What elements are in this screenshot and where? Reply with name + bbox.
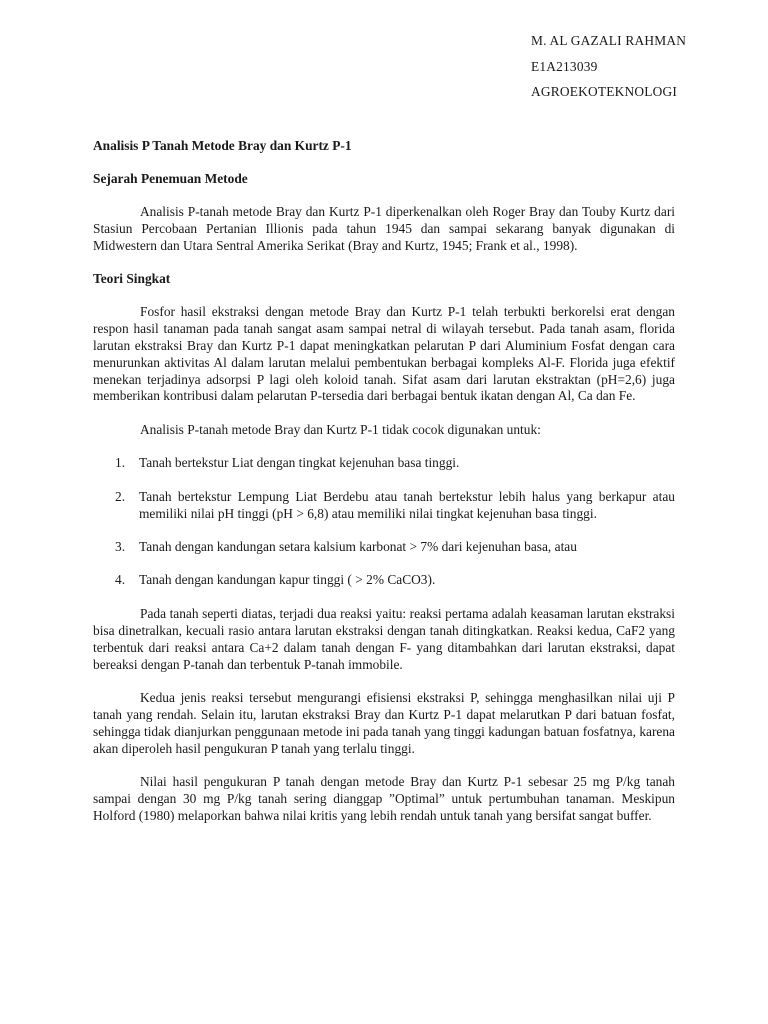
section-heading-history: Sejarah Penemuan Metode xyxy=(93,170,248,186)
paragraph-reactions: Pada tanah seperti diatas, terjadi dua reaksi yaitu: reaksi pertama adalah keasaman larutan ekstraksi bisa dinetralkan, kecuali rasio antara larutan ekstraksi dengan tanah ditingkatkan. Reaksi kedua, CaF2 yang terbentuk dari reaksi antara Ca+2 dalam tanah dengan F- yang ditambahkan dari larutan ekstraksi, dapat bereaksi dengan P-tanah dan terbentuk P-tanah immobile. xyxy=(93,605,675,672)
section-heading-theory: Teori Singkat xyxy=(93,271,171,287)
document-body xyxy=(93,138,675,841)
list-item-number: 1. xyxy=(115,455,126,471)
document-title: Analisis P Tanah Metode Bray dan Kurtz P-1 xyxy=(93,138,352,153)
author-block xyxy=(531,28,686,105)
list-item-text: Tanah dengan kandungan setara kalsium karbonat > 7% dari kejenuhan basa, atau xyxy=(139,539,577,554)
list-item-number: 3. xyxy=(115,539,126,554)
paragraph-efficiency: Kedua jenis reaksi tersebut mengurangi efisiensi ekstraksi P, sehingga menghasilkan nilai uji P tanah yang rendah. Selain itu, larutan ekstraksi Bray dan Kurtz P-1 dapat melarutkan P dari batuan fosfat, sehingga tidak dianjurkan penggunaan metode ini pada tanah yang tinggi kadungan batuan fosfatnya, karena akan diperoleh hasil pengukuran P tanah yang terlalu tinggi. xyxy=(93,689,675,756)
paragraph-history: Analisis P-tanah metode Bray dan Kurtz P-1 diperkenalkan oleh Roger Bray dan Touby Kurtz dari Stasiun Percobaan Pertanian Illionis pada tahun 1945 dan sampai sekarang banyak digunakan di Midwestern dan Utara Sentral Amerika Serikat (Bray and Kurtz, 1945; Frank et al., 1998). xyxy=(93,203,675,253)
list-item xyxy=(93,539,675,556)
author-program: AGROEKOTEKNOLOGI xyxy=(531,84,678,99)
list-item-text: Tanah bertekstur Lempung Liat Berdebu atau tanah bertekstur lebih halus yang berkapur atau memiliki nilai pH tinggi (pH > 6,8) atau memiliki nilai tingkat kejenuhan basa tinggi. xyxy=(139,488,675,521)
paragraph-theory: Fosfor hasil ekstraksi dengan metode Bray dan Kurtz P-1 telah terbukti berkorelsi erat dengan respon hasil tanaman pada tanah sangat asam sampai netral di wilayah tersebut. Pada tanah asam, florida larutan ekstraksi Bray dan Kurtz P-1 dapat meningkatkan pelarutan P dari Aluminium Fosfat dengan cara menurunkan aktivitas Al dalam larutan melalui pembentukan berbagai kompleks Al-F. Florida juga efektif menekan terjadinya adsorpsi P lagi oleh koloid tanah. Sifat asam dari larutan ekstraktan (pH=2,6) juga memberikan kontribusi dalam pelarutan P-tersedia dari berbagai bentuk ikatan dengan Al, Ca dan Fe. xyxy=(93,303,675,404)
list-item-number: 2. xyxy=(115,488,126,504)
list-item xyxy=(93,489,675,523)
not-suitable-list xyxy=(93,455,675,589)
list-item xyxy=(93,455,675,472)
author-name: M. AL GAZALI RAHMAN xyxy=(531,33,687,48)
list-item-number: 4. xyxy=(115,572,126,588)
list-item-text: Tanah bertekstur Liat dengan tingkat kejenuhan basa tinggi. xyxy=(139,455,460,471)
paragraph-not-suitable-intro: Analisis P-tanah metode Bray dan Kurtz P-1 tidak cocok digunakan untuk: xyxy=(140,421,541,437)
paragraph-optimal-values: Nilai hasil pengukuran P tanah dengan metode Bray dan Kurtz P-1 sebesar 25 mg P/kg tanah sampai dengan 30 mg P/kg tanah sering dianggap ”Optimal” untuk pertumbuhan tanaman. Meskipun Holford (1980) melaporkan bahwa nilai kritis yang lebih rendah untuk tanah yang bersifat sangat buffer. xyxy=(93,774,675,823)
list-item xyxy=(93,572,675,589)
list-item-text: Tanah dengan kandungan kapur tinggi ( > 2% CaCO3). xyxy=(139,572,436,588)
author-id: E1A213039 xyxy=(531,58,598,74)
